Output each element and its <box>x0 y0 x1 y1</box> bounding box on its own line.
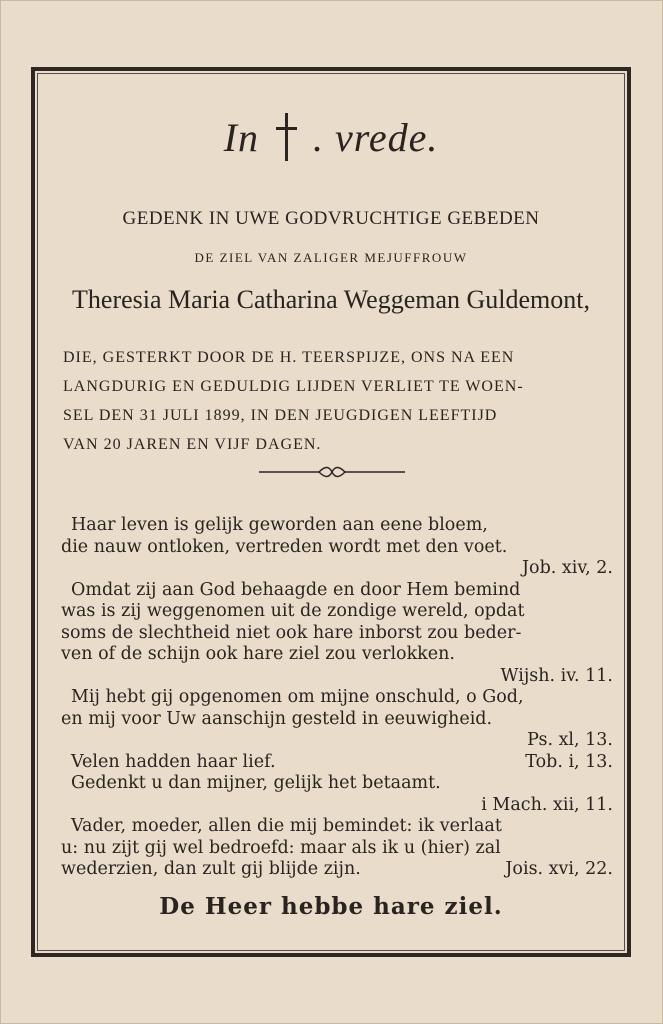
verse-reference: i Mach. xii, 11. <box>481 794 613 815</box>
verse-reference: Wijsh. iv. 11. <box>500 665 613 686</box>
verse-line: en mij voor Uw aanschijn gesteld in eeuwigheid. <box>61 708 493 729</box>
soul-of-line: DE ZIEL VAN ZALIGER MEJUFFROUW <box>194 250 468 265</box>
verse-line: Gedenkt u dan mijner, gelijk het betaamt. <box>71 773 441 793</box>
verse-line: Mij hebt gij opgenomen om mijne onschuld, o God, <box>71 687 524 707</box>
verse-line: Omdat zij aan God behaagde en door Hem bemind <box>71 579 521 600</box>
verse-line: soms de slechtheid niet ook hare inborst zou beder- <box>61 622 522 643</box>
death-notice-line: DIE, GESTERKT DOOR DE H. TEERSPIJZE, ONS NA EEN <box>63 349 515 366</box>
verse-line: was is zij weggenomen uit de zondige wereld, opdat <box>61 601 525 621</box>
heading <box>31 113 631 161</box>
verse-line-with-reference <box>61 752 613 774</box>
verse-line: ven of de schijn ook hare ziel zou verlokken. <box>61 644 455 664</box>
deceased-name: Theresia Maria Catharina Weggeman Guldemont, <box>72 285 590 314</box>
verse-reference: Tob. i, 13. <box>525 751 613 772</box>
death-notice <box>63 343 607 459</box>
verse-line: u: nu zijt gij wel bedroefd: maar als ik u (hier) zal <box>61 837 501 858</box>
verse-line: wederzien, dan zult gij blijde zijn. <box>61 859 361 879</box>
verse-reference: Jois. xvi, 22. <box>505 859 613 879</box>
death-notice-line: SEL DEN 31 JULI 1899, IN DEN JEUGDIGEN LEEFTIJD <box>63 407 498 424</box>
death-notice-line: VAN 20 JAREN EN VIJF DAGEN. <box>63 436 322 453</box>
verse-reference: Ps. xl, 13. <box>527 730 613 750</box>
scripture-verses <box>61 515 613 881</box>
verse-line: Velen hadden haar lief. <box>71 751 276 772</box>
heading-right: . vrede. <box>312 115 439 160</box>
ornament-divider <box>257 465 407 479</box>
latin-cross-icon <box>276 113 296 161</box>
closing-blessing: De Heer hebbe hare ziel. <box>159 893 503 920</box>
heading-left: In <box>223 115 259 160</box>
prayer-request: GEDENK IN UWE GODVRUCHTIGE GEBEDEN <box>122 208 540 229</box>
verse-line: Haar leven is gelijk geworden aan eene bloem, <box>71 515 488 535</box>
verse-line: Vader, moeder, allen die mij bemindet: ik verlaat <box>71 816 502 836</box>
death-notice-line: LANGDURIG EN GEDULDIG LIJDEN VERLIET TE WOEN- <box>63 378 524 395</box>
verse-line-with-reference <box>61 859 613 881</box>
verse-line: die nauw ontloken, vertreden wordt met den voet. <box>61 536 508 557</box>
verse-reference: Job. xiv, 2. <box>522 558 613 578</box>
